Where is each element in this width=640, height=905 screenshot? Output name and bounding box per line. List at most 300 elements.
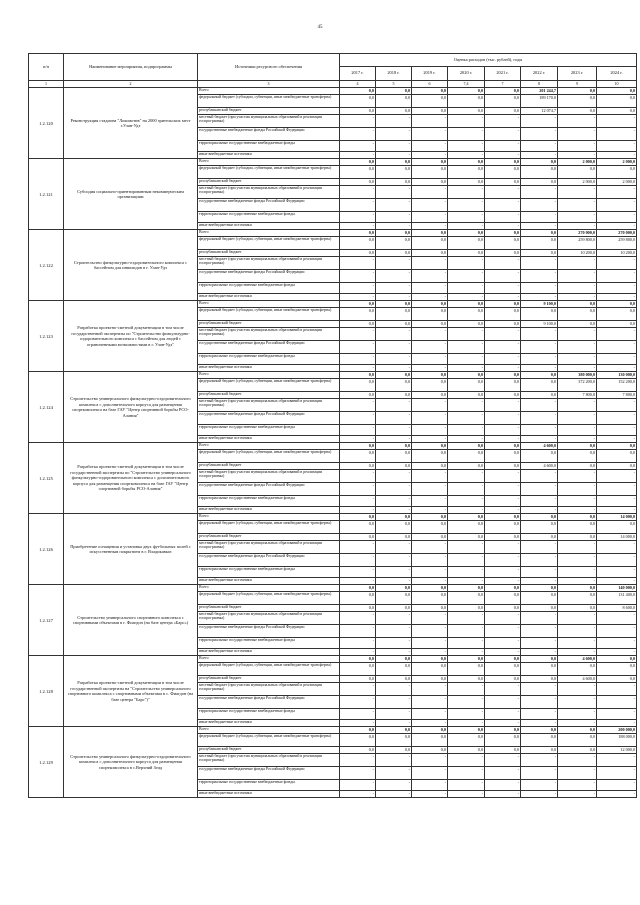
amount-cell: 0,0: [597, 521, 637, 534]
amount-cell: -: [521, 709, 558, 720]
amount-cell: 0,0: [340, 108, 376, 115]
amount-cell: -: [340, 283, 376, 294]
measure-name: Субсидия социально-ориентированным некоммерческим организациям: [64, 159, 198, 230]
amount-cell: 0,0: [485, 230, 521, 237]
amount-cell: -: [448, 212, 485, 223]
funding-source: местный бюджет (при участии муниципальных образований в реализации госпрограммы): [198, 612, 340, 625]
amount-cell: 0,0: [376, 250, 412, 257]
amount-cell: -: [340, 496, 376, 507]
amount-cell: -: [376, 115, 412, 128]
amount-cell: 0,0: [558, 321, 597, 328]
amount-cell: -: [412, 470, 448, 483]
funding-source: территориальные государственные внебюджетные фонды: [198, 638, 340, 649]
table-row: [29, 585, 637, 592]
funding-source: федеральный бюджет (субсидии, субвенции, иные межбюджетные трансферты): [198, 166, 340, 179]
amount-cell: 0,0: [412, 656, 448, 663]
measure-name: Разработка проектно-сметной документации в том числе государственной экспертизы на "Строительство универсального спортивного комплекса с спортивными объектами в с. Фиагдон (на базе центра "Барс")": [64, 656, 198, 727]
funding-source: Всего: [198, 230, 340, 237]
amount-cell: -: [521, 483, 558, 496]
amount-cell: -: [376, 541, 412, 554]
header-year: 2024 г.: [597, 67, 637, 81]
amount-cell: 0,0: [340, 230, 376, 237]
amount-cell: 0,0: [558, 301, 597, 308]
amount-cell: -: [412, 567, 448, 578]
amount-cell: 0,0: [448, 734, 485, 747]
amount-cell: -: [340, 554, 376, 567]
amount-cell: -: [340, 696, 376, 709]
amount-cell: -: [340, 507, 376, 514]
amount-cell: -: [340, 709, 376, 720]
amount-cell: -: [597, 780, 637, 791]
amount-cell: -: [521, 341, 558, 354]
measure-number: 1.2.124: [29, 372, 64, 443]
amount-cell: 0,0: [376, 592, 412, 605]
funding-source: иные внебюджетные источники: [198, 507, 340, 514]
amount-cell: 0,0: [412, 95, 448, 108]
amount-cell: 0,0: [521, 521, 558, 534]
funding-source: государственные внебюджетные фонды Российской Федерации: [198, 199, 340, 212]
amount-cell: 0,0: [485, 166, 521, 179]
amount-cell: 0,0: [558, 663, 597, 676]
measure-name: Реконструкция стадиона "Локомотив" на 2000 зрительских мест г.Улан-Удэ: [64, 88, 198, 159]
amount-cell: -: [448, 791, 485, 798]
amount-cell: -: [340, 141, 376, 152]
amount-cell: -: [412, 199, 448, 212]
amount-cell: 8 600,0: [597, 605, 637, 612]
amount-cell: -: [558, 696, 597, 709]
amount-cell: -: [485, 720, 521, 727]
table-row: [29, 159, 637, 166]
amount-cell: 0,0: [340, 663, 376, 676]
amount-cell: -: [558, 649, 597, 656]
amount-cell: 372 200,0: [558, 379, 597, 392]
amount-cell: -: [376, 554, 412, 567]
amount-cell: 0,0: [412, 250, 448, 257]
amount-cell: -: [340, 780, 376, 791]
amount-cell: 0,0: [340, 534, 376, 541]
amount-cell: -: [412, 578, 448, 585]
amount-cell: 0,0: [521, 250, 558, 257]
funding-source: государственные внебюджетные фонды Российской Федерации: [198, 341, 340, 354]
amount-cell: 0,0: [558, 534, 597, 541]
funding-source: федеральный бюджет (субсидии, субвенции, иные межбюджетные трансферты): [198, 237, 340, 250]
funding-source: государственные внебюджетные фонды Российской Федерации: [198, 412, 340, 425]
amount-cell: 0,0: [340, 321, 376, 328]
amount-cell: 0,0: [485, 727, 521, 734]
amount-cell: -: [521, 638, 558, 649]
amount-cell: 2 000,0: [558, 179, 597, 186]
amount-cell: -: [485, 115, 521, 128]
amount-cell: 0,0: [340, 585, 376, 592]
amount-cell: -: [597, 141, 637, 152]
amount-cell: 201 244,7: [521, 88, 558, 95]
amount-cell: 0,0: [448, 514, 485, 521]
amount-cell: 0,0: [558, 443, 597, 450]
amount-cell: -: [558, 341, 597, 354]
amount-cell: -: [412, 257, 448, 270]
amount-cell: -: [448, 720, 485, 727]
amount-cell: -: [558, 578, 597, 585]
amount-cell: 0,0: [485, 734, 521, 747]
amount-cell: -: [340, 425, 376, 436]
amount-cell: -: [597, 128, 637, 141]
amount-cell: 0,0: [521, 379, 558, 392]
amount-cell: -: [485, 709, 521, 720]
amount-cell: 0,0: [340, 159, 376, 166]
amount-cell: -: [558, 791, 597, 798]
funding-source: местный бюджет (при участии муниципальных образований в реализации госпрограммы): [198, 399, 340, 412]
amount-cell: 0,0: [448, 605, 485, 612]
amount-cell: -: [597, 436, 637, 443]
amount-cell: -: [340, 341, 376, 354]
amount-cell: -: [340, 541, 376, 554]
amount-cell: -: [521, 152, 558, 159]
amount-cell: 0,0: [485, 159, 521, 166]
amount-cell: -: [597, 720, 637, 727]
amount-cell: -: [558, 328, 597, 341]
amount-cell: -: [412, 541, 448, 554]
amount-cell: -: [376, 791, 412, 798]
amount-cell: -: [340, 115, 376, 128]
amount-cell: 0,0: [412, 463, 448, 470]
amount-cell: 0,0: [597, 108, 637, 115]
amount-cell: 0,0: [412, 166, 448, 179]
amount-cell: 0,0: [485, 95, 521, 108]
amount-cell: -: [597, 496, 637, 507]
amount-cell: -: [597, 767, 637, 780]
funding-source: местный бюджет (при участии муниципальных образований в реализации госпрограммы): [198, 470, 340, 483]
amount-cell: -: [485, 212, 521, 223]
amount-cell: 0,0: [340, 166, 376, 179]
amount-cell: -: [376, 578, 412, 585]
amount-cell: -: [521, 257, 558, 270]
table-header: [29, 54, 637, 88]
amount-cell: -: [340, 767, 376, 780]
measure-number: 1.2.122: [29, 230, 64, 301]
amount-cell: 0,0: [376, 521, 412, 534]
amount-cell: 0,0: [376, 656, 412, 663]
amount-cell: -: [340, 399, 376, 412]
amount-cell: -: [448, 780, 485, 791]
amount-cell: 0,0: [376, 585, 412, 592]
funding-source: территориальные государственные внебюджетные фонды: [198, 780, 340, 791]
amount-cell: 7 800,0: [597, 392, 637, 399]
amount-cell: -: [412, 507, 448, 514]
amount-cell: 0,0: [448, 321, 485, 328]
header-year: 2017 г.: [340, 67, 376, 81]
amount-cell: 0,0: [597, 463, 637, 470]
funding-source: республиканский бюджет: [198, 676, 340, 683]
table-row: [29, 514, 637, 521]
amount-cell: -: [597, 294, 637, 301]
amount-cell: -: [376, 283, 412, 294]
amount-cell: 0,0: [485, 450, 521, 463]
funding-source: местный бюджет (при участии муниципальных образований в реализации госпрограммы): [198, 541, 340, 554]
amount-cell: -: [412, 128, 448, 141]
amount-cell: -: [521, 328, 558, 341]
amount-cell: 0,0: [412, 392, 448, 399]
amount-cell: 0,0: [448, 301, 485, 308]
funding-source: иные внебюджетные источники: [198, 152, 340, 159]
amount-cell: -: [412, 780, 448, 791]
amount-cell: -: [485, 141, 521, 152]
amount-cell: -: [485, 199, 521, 212]
amount-cell: 10 200,0: [597, 250, 637, 257]
amount-cell: -: [448, 696, 485, 709]
amount-cell: -: [521, 507, 558, 514]
amount-cell: -: [485, 341, 521, 354]
measure-number: 1.2.120: [29, 88, 64, 159]
amount-cell: 0,0: [597, 166, 637, 179]
amount-cell: -: [558, 541, 597, 554]
measure-name: Приобретение оснащения и установка двух футбольных полей с искусственным покрытием в г. Владикавказ: [64, 514, 198, 585]
amount-cell: -: [597, 470, 637, 483]
amount-cell: -: [521, 578, 558, 585]
amount-cell: 0,0: [521, 450, 558, 463]
funding-source: территориальные государственные внебюджетные фонды: [198, 567, 340, 578]
amount-cell: 0,0: [340, 450, 376, 463]
amount-cell: 0,0: [448, 656, 485, 663]
amount-cell: 0,0: [412, 727, 448, 734]
amount-cell: -: [485, 625, 521, 638]
amount-cell: -: [448, 470, 485, 483]
amount-cell: -: [340, 638, 376, 649]
amount-cell: 0,0: [376, 463, 412, 470]
amount-cell: -: [558, 283, 597, 294]
header-index: 5: [376, 81, 412, 88]
amount-cell: 0,0: [412, 605, 448, 612]
amount-cell: -: [340, 223, 376, 230]
amount-cell: 0,0: [485, 308, 521, 321]
amount-cell: 0,0: [485, 237, 521, 250]
amount-cell: 0,0: [376, 605, 412, 612]
amount-cell: -: [558, 412, 597, 425]
amount-cell: 0,0: [412, 747, 448, 754]
amount-cell: 0,0: [597, 301, 637, 308]
amount-cell: -: [558, 186, 597, 199]
table-row: [29, 230, 637, 237]
amount-cell: 0,0: [485, 372, 521, 379]
amount-cell: 0,0: [376, 379, 412, 392]
amount-cell: -: [412, 341, 448, 354]
funding-source: территориальные государственные внебюджетные фонды: [198, 212, 340, 223]
amount-cell: 2 000,0: [597, 179, 637, 186]
amount-cell: 0,0: [448, 237, 485, 250]
amount-cell: -: [558, 709, 597, 720]
funding-source: республиканский бюджет: [198, 321, 340, 328]
amount-cell: 9 100,0: [521, 301, 558, 308]
amount-cell: 0,0: [340, 237, 376, 250]
amount-cell: 152 200,0: [597, 379, 637, 392]
amount-cell: -: [521, 115, 558, 128]
amount-cell: 0,0: [340, 676, 376, 683]
amount-cell: -: [340, 186, 376, 199]
amount-cell: -: [597, 152, 637, 159]
amount-cell: -: [521, 625, 558, 638]
funding-source: федеральный бюджет (субсидии, субвенции, иные межбюджетные трансферты): [198, 734, 340, 747]
amount-cell: -: [448, 754, 485, 767]
amount-cell: -: [597, 696, 637, 709]
amount-cell: 0,0: [340, 463, 376, 470]
measure-number: 1.2.128: [29, 656, 64, 727]
amount-cell: -: [412, 436, 448, 443]
amount-cell: 0,0: [412, 585, 448, 592]
measure-name: Строительство физкультурно-оздоровительного комплекса с бассейном для инвалидов в г. Улан-Удэ: [64, 230, 198, 301]
amount-cell: 7 800,0: [558, 392, 597, 399]
header-index: 1: [29, 81, 64, 88]
amount-cell: 4 600,0: [521, 463, 558, 470]
amount-cell: -: [485, 578, 521, 585]
amount-cell: 0,0: [558, 521, 597, 534]
measure-name: Разработка проектно-сметной документации в том числе государственной экспертизы по "Строительство универсального физкультурно-оздоровительного комплекса с дополнительного корпуса для размещения спорткомплекса на базе ГАУ "Центр спортивной борьбы РСО-Алания": [64, 443, 198, 514]
amount-cell: 2 000,0: [597, 159, 637, 166]
amount-cell: 0,0: [485, 747, 521, 754]
amount-cell: -: [521, 412, 558, 425]
amount-cell: -: [448, 115, 485, 128]
amount-cell: 0,0: [485, 663, 521, 676]
amount-cell: -: [521, 649, 558, 656]
amount-cell: -: [448, 223, 485, 230]
amount-cell: 0,0: [376, 321, 412, 328]
amount-cell: -: [412, 270, 448, 283]
amount-cell: 259 800,0: [597, 237, 637, 250]
amount-cell: -: [558, 496, 597, 507]
table-row: [29, 656, 637, 663]
amount-cell: 0,0: [412, 321, 448, 328]
amount-cell: 0,0: [376, 392, 412, 399]
amount-cell: 0,0: [340, 95, 376, 108]
amount-cell: 0,0: [448, 534, 485, 541]
amount-cell: -: [376, 496, 412, 507]
amount-cell: -: [412, 365, 448, 372]
amount-cell: -: [448, 496, 485, 507]
amount-cell: -: [558, 683, 597, 696]
amount-cell: -: [597, 354, 637, 365]
amount-cell: -: [485, 425, 521, 436]
amount-cell: -: [485, 436, 521, 443]
amount-cell: -: [376, 341, 412, 354]
amount-cell: 0,0: [448, 585, 485, 592]
amount-cell: -: [558, 141, 597, 152]
amount-cell: 0,0: [412, 450, 448, 463]
amount-cell: 10 200,0: [558, 250, 597, 257]
budget-table-container: [28, 53, 637, 798]
amount-cell: -: [448, 152, 485, 159]
funding-source: территориальные государственные внебюджетные фонды: [198, 283, 340, 294]
funding-source: республиканский бюджет: [198, 179, 340, 186]
amount-cell: 0,0: [597, 95, 637, 108]
funding-source: Всего: [198, 656, 340, 663]
amount-cell: -: [521, 470, 558, 483]
amount-cell: -: [485, 767, 521, 780]
amount-cell: -: [558, 152, 597, 159]
amount-cell: -: [340, 328, 376, 341]
amount-cell: -: [376, 436, 412, 443]
amount-cell: -: [376, 625, 412, 638]
amount-cell: -: [412, 186, 448, 199]
amount-cell: -: [376, 152, 412, 159]
funding-source: федеральный бюджет (субсидии, субвенции, иные межбюджетные трансферты): [198, 95, 340, 108]
amount-cell: -: [412, 767, 448, 780]
amount-cell: -: [376, 754, 412, 767]
amount-cell: 0,0: [485, 676, 521, 683]
amount-cell: 0,0: [485, 514, 521, 521]
amount-cell: -: [521, 754, 558, 767]
amount-cell: -: [521, 612, 558, 625]
amount-cell: -: [597, 328, 637, 341]
amount-cell: 0,0: [412, 734, 448, 747]
amount-cell: -: [558, 115, 597, 128]
measure-number: 1.2.121: [29, 159, 64, 230]
amount-cell: 0,0: [376, 534, 412, 541]
measure-number: 1.2.127: [29, 585, 64, 656]
amount-cell: -: [521, 567, 558, 578]
amount-cell: 0,0: [376, 747, 412, 754]
amount-cell: 0,0: [558, 514, 597, 521]
amount-cell: 0,0: [521, 166, 558, 179]
header-index: 10: [597, 81, 637, 88]
funding-source: республиканский бюджет: [198, 463, 340, 470]
amount-cell: -: [521, 270, 558, 283]
amount-cell: 0,0: [448, 747, 485, 754]
funding-source: республиканский бюджет: [198, 392, 340, 399]
amount-cell: -: [340, 412, 376, 425]
amount-cell: -: [597, 483, 637, 496]
amount-cell: 0,0: [485, 585, 521, 592]
amount-cell: 131 400,0: [597, 592, 637, 605]
amount-cell: 0,0: [340, 379, 376, 392]
amount-cell: 0,0: [448, 443, 485, 450]
amount-cell: -: [558, 270, 597, 283]
amount-cell: 0,0: [485, 605, 521, 612]
amount-cell: -: [448, 365, 485, 372]
amount-cell: -: [376, 399, 412, 412]
amount-cell: -: [597, 212, 637, 223]
amount-cell: -: [340, 683, 376, 696]
funding-source: иные внебюджетные источники: [198, 649, 340, 656]
amount-cell: -: [412, 152, 448, 159]
header-estimate: Оценка расходов (тыс. рублей), годы: [340, 54, 637, 67]
funding-source: иные внебюджетные источники: [198, 223, 340, 230]
funding-source: федеральный бюджет (субсидии, субвенции, иные межбюджетные трансферты): [198, 521, 340, 534]
table-row: [29, 301, 637, 308]
measure-number: 1.2.126: [29, 514, 64, 585]
amount-cell: -: [485, 507, 521, 514]
amount-cell: -: [597, 270, 637, 283]
amount-cell: 0,0: [448, 308, 485, 321]
amount-cell: -: [597, 754, 637, 767]
amount-cell: 0,0: [376, 514, 412, 521]
amount-cell: 0,0: [521, 747, 558, 754]
amount-cell: 0,0: [597, 443, 637, 450]
amount-cell: 0,0: [448, 250, 485, 257]
amount-cell: -: [485, 270, 521, 283]
amount-cell: 0,0: [558, 592, 597, 605]
measure-name: Разработка проектно-сметной документации в том числе государственной экспертизы по "Строительство физкультурно-оздоровительного комплекса с бассейном для людей с ограниченными возможностями в г. Улан-Удэ": [64, 301, 198, 372]
amount-cell: -: [448, 186, 485, 199]
amount-cell: -: [485, 683, 521, 696]
measure-number: 1.2.129: [29, 727, 64, 798]
funding-source: территориальные государственные внебюджетные фонды: [198, 354, 340, 365]
amount-cell: -: [448, 507, 485, 514]
amount-cell: -: [521, 791, 558, 798]
amount-cell: -: [412, 483, 448, 496]
amount-cell: -: [448, 554, 485, 567]
funding-source: иные внебюджетные источники: [198, 578, 340, 585]
amount-cell: -: [340, 754, 376, 767]
amount-cell: -: [558, 780, 597, 791]
amount-cell: -: [597, 365, 637, 372]
